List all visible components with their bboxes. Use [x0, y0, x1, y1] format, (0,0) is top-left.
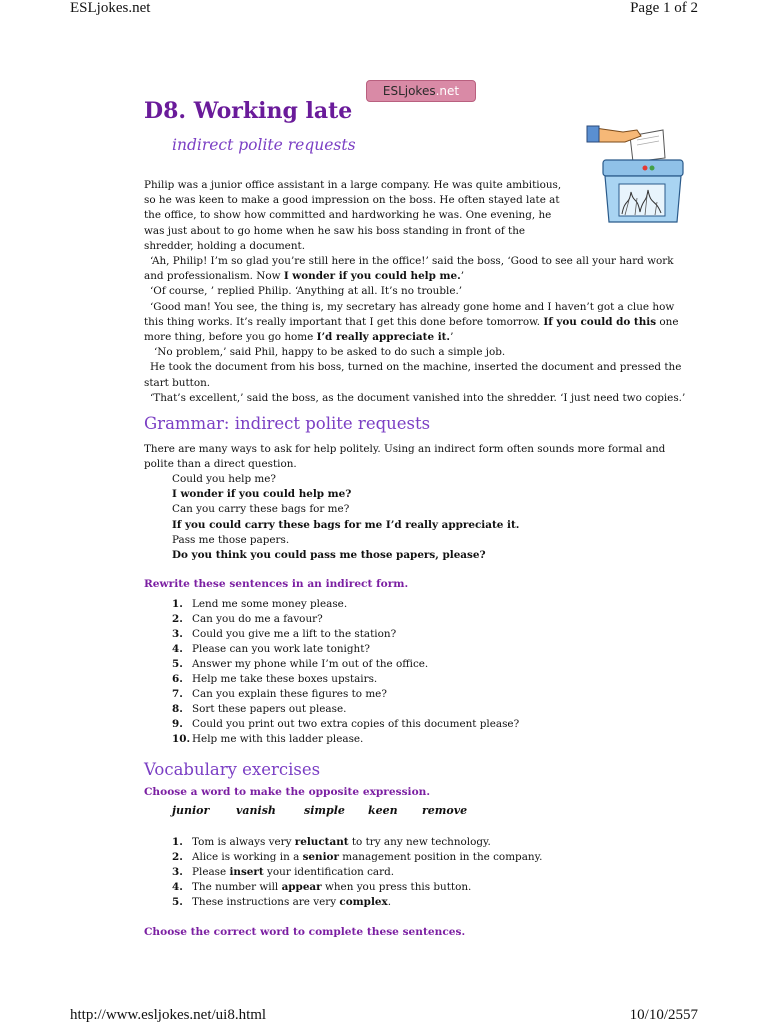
list-item [172, 835, 542, 850]
word-bank-item: remove [422, 804, 468, 817]
item-number: 3. [172, 628, 183, 640]
item-text [192, 895, 391, 910]
example-indirect: Do you think you could pass me those papers, please? [172, 549, 486, 562]
item-number: 10. [172, 733, 191, 745]
item-text: Please can you work late tonight? [192, 643, 370, 655]
grammar-examples [172, 472, 519, 563]
item-text: Could you print out two extra copies of this document please? [192, 718, 520, 730]
item-keyword: reluctant [294, 836, 349, 848]
item-number: 3. [172, 866, 183, 878]
item-text-post: management position in the company. [338, 851, 543, 863]
page-title: D8. Working late [144, 98, 353, 124]
item-number: 2. [172, 613, 183, 625]
vocab-heading: Vocabulary exercises [144, 760, 321, 779]
example-indirect: I wonder if you could help me? [172, 488, 352, 501]
item-text-pre: Please [192, 866, 230, 878]
page-subtitle: indirect polite requests [172, 136, 356, 154]
item-text [192, 865, 394, 880]
rewrite-list [172, 597, 519, 747]
item-text: Can you explain these figures to me? [192, 688, 387, 700]
story-paragraph-4 [144, 300, 689, 346]
story-bold-request: I’d really appreciate it. [316, 331, 451, 344]
example-direct: Pass me those papers. [172, 533, 290, 546]
story-intro [144, 178, 564, 254]
footer-date: 10/10/2557 [629, 1007, 698, 1023]
list-item [172, 672, 519, 687]
item-keyword: complex [339, 896, 388, 908]
list-item [172, 717, 519, 732]
list-item [172, 687, 519, 702]
list-item [172, 702, 519, 717]
item-text-pre: The number will [192, 881, 282, 893]
item-text-post: to try any new technology. [348, 836, 491, 848]
vocab-list [172, 835, 542, 910]
story-text: ’ [450, 331, 454, 344]
logo-main: ESLjokes [382, 84, 436, 98]
story-paragraph-1: Philip was a junior office assistant in a large company. He was quite ambitious, so he was keen to make a good impression on the boss. He often stayed late at the office, to show how committed and hardworking he was. One evening, he was just about to go home when he saw his boss standing in front of the shredder, holding a document. [144, 179, 562, 252]
list-item [172, 880, 542, 895]
item-text-pre: Alice is working in a [192, 851, 303, 863]
story-text: ‘Good man! You see, the thing is, my secretary has already gone home and I haven’t got a clue how this thing works. It’s really important that I get this done before tomorrow. [144, 300, 675, 328]
item-number: 1. [172, 836, 183, 848]
list-item [172, 657, 519, 672]
esljokes-logo[interactable] [366, 80, 476, 102]
story-paragraph-6: He took the document from his boss, turned on the machine, inserted the document and pressed the start button. [144, 361, 682, 389]
item-text-pre: These instructions are very [192, 896, 340, 908]
story-bold-request: I wonder if you could help me. [283, 270, 461, 283]
item-text [192, 880, 471, 895]
list-item [172, 597, 519, 612]
story-paragraph-2 [144, 254, 689, 284]
list-item [172, 642, 519, 657]
header-page-number: Page 1 of 2 [630, 0, 698, 16]
logo-suffix: .net [435, 84, 460, 98]
item-number: 8. [172, 703, 183, 715]
item-keyword: senior [302, 851, 339, 863]
item-text: Help me take these boxes upstairs. [192, 673, 378, 685]
story-text: one more thing, before you go home [144, 315, 679, 344]
item-keyword: appear [281, 881, 322, 893]
item-text: Help me with this ladder please. [192, 733, 364, 745]
list-item [172, 627, 519, 642]
item-number: 6. [172, 673, 183, 685]
item-text: Can you do me a favour? [192, 613, 323, 625]
list-item [172, 865, 542, 880]
list-item [172, 895, 542, 910]
example-indirect: If you could carry these bags for me I’d really appreciate it. [172, 518, 520, 531]
item-text: Sort these papers out please. [192, 703, 347, 715]
story-body [144, 254, 689, 406]
item-number: 9. [172, 718, 183, 730]
vocab-instruction-complete: Choose the correct word to complete these sentences. [144, 926, 466, 938]
item-number: 4. [172, 643, 183, 655]
story-paragraph-5: ‘No problem,’ said Phil, happy to be asked to do such a simple job. [154, 346, 506, 359]
example-direct: Can you carry these bags for me? [172, 503, 350, 516]
word-bank-item: vanish [236, 804, 276, 817]
word-bank-item: junior [172, 804, 210, 817]
story-paragraph-3: ‘Of course, ’ replied Philip. ‘Anything at all. It’s no trouble.’ [150, 285, 463, 298]
item-text: Lend me some money please. [192, 598, 348, 610]
story-text: ’ [460, 270, 465, 283]
grammar-intro: There are many ways to ask for help politely. Using an indirect form often sounds more formal and polite than a direct question. [144, 443, 666, 471]
item-text-pre: Tom is always very [192, 836, 295, 848]
list-item [172, 612, 519, 627]
item-text-post: your identification card. [263, 866, 395, 878]
grammar-heading: Grammar: indirect polite requests [144, 414, 431, 433]
rewrite-instruction: Rewrite these sentences in an indirect form. [144, 578, 409, 590]
item-keyword: insert [229, 866, 264, 878]
item-text-post: when you press this button. [321, 881, 472, 893]
example-direct: Could you help me? [172, 473, 276, 485]
item-number: 5. [172, 658, 183, 670]
story-text: ‘Ah, Philip! I’m so glad you’re still here in the office!’ said the boss, ‘Good to see all your hard work and professionalism. Now [144, 255, 674, 283]
vocab-instruction-opposites: Choose a word to make the opposite expression. [144, 786, 431, 798]
word-bank-item: keen [368, 804, 398, 817]
item-text [192, 850, 542, 865]
header-site: ESLjokes.net [70, 0, 151, 16]
item-number: 5. [172, 896, 183, 908]
item-text-post: . [387, 896, 392, 908]
story-bold-request: If you could do this [543, 315, 657, 328]
item-number: 4. [172, 881, 183, 893]
item-text: Answer my phone while I’m out of the office. [192, 658, 429, 670]
footer-url[interactable]: http://www.esljokes.net/ui8.html [70, 1007, 267, 1023]
shredder-illustration [585, 118, 695, 233]
word-bank-item: simple [304, 804, 345, 817]
list-item [172, 850, 542, 865]
item-text: Could you give me a lift to the station? [192, 628, 397, 640]
list-item [172, 732, 519, 747]
story-paragraph-7: ‘That’s excellent,’ said the boss, as the document vanished into the shredder. ‘I just need two copies.’ [150, 391, 686, 404]
word-bank [172, 804, 492, 817]
item-number: 7. [172, 688, 183, 700]
item-text [192, 835, 491, 850]
item-number: 1. [172, 598, 183, 610]
item-number: 2. [172, 851, 183, 863]
